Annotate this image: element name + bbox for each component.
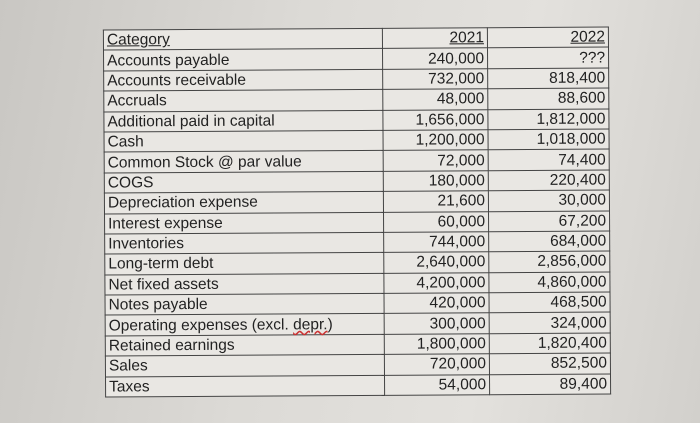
category-cell: Accounts receivable <box>104 69 383 91</box>
value-2021-cell: 420,000 <box>384 293 489 314</box>
category-cell: Cash <box>104 130 383 152</box>
value-2022-cell: 324,000 <box>489 312 610 333</box>
value-2022-cell: 1,018,000 <box>488 129 609 150</box>
value-2021-cell: 72,000 <box>383 150 488 171</box>
value-2022-cell: 67,200 <box>488 210 609 231</box>
table-row <box>106 374 611 397</box>
category-cell: Accounts payable <box>104 49 383 71</box>
category-cell: Retained earnings <box>105 334 384 356</box>
value-2022-cell: 220,400 <box>488 170 609 191</box>
value-2021-cell: 720,000 <box>384 354 489 375</box>
category-cell: Notes payable <box>105 293 384 315</box>
value-2021-cell: 240,000 <box>383 48 488 69</box>
spellcheck-underline: depr. <box>293 315 328 334</box>
value-2022-cell: 2,856,000 <box>489 251 610 272</box>
category-cell: Operating expenses (excl. depr.) <box>105 314 384 336</box>
value-2022-cell: 468,500 <box>489 292 610 313</box>
category-cell: Long-term debt <box>105 253 384 275</box>
value-2022-cell: 4,860,000 <box>489 272 610 293</box>
value-2021-cell: 180,000 <box>383 170 488 191</box>
category-cell: COGS <box>104 171 383 193</box>
value-2021-cell: 48,000 <box>383 89 488 110</box>
header-2021: 2021 <box>382 28 487 49</box>
financial-data-table <box>103 26 611 397</box>
value-2022-cell: 1,820,400 <box>489 333 610 354</box>
value-2021-cell: 1,656,000 <box>383 109 488 130</box>
category-cell: Interest expense <box>105 212 384 234</box>
value-2022-cell: 30,000 <box>488 190 609 211</box>
value-2021-cell: 744,000 <box>384 232 489 253</box>
header-2022: 2022 <box>487 27 608 48</box>
value-2022-cell: 89,400 <box>489 374 610 395</box>
value-2021-cell: 2,640,000 <box>384 252 489 273</box>
value-2021-cell: 4,200,000 <box>384 272 489 293</box>
financial-data-table-sheet <box>103 26 611 397</box>
header-category: Category <box>103 28 382 50</box>
category-cell: Depreciation expense <box>104 191 383 213</box>
value-2022-cell: 74,400 <box>488 149 609 170</box>
category-cell: Taxes <box>106 375 385 397</box>
value-2022-cell: ??? <box>488 47 609 68</box>
value-2021-cell: 300,000 <box>384 313 489 334</box>
category-cell: Sales <box>105 355 384 377</box>
category-cell: Inventories <box>105 232 384 254</box>
category-cell: Net fixed assets <box>105 273 384 295</box>
value-2021-cell: 1,200,000 <box>383 130 488 151</box>
value-2022-cell: 1,812,000 <box>488 109 609 130</box>
value-2021-cell: 1,800,000 <box>384 334 489 355</box>
value-2021-cell: 54,000 <box>384 374 489 395</box>
value-2021-cell: 60,000 <box>383 211 488 232</box>
value-2021-cell: 732,000 <box>383 68 488 89</box>
value-2022-cell: 88,600 <box>488 88 609 109</box>
value-2022-cell: 818,400 <box>488 68 609 89</box>
value-2022-cell: 684,000 <box>489 231 610 252</box>
category-cell: Accruals <box>104 90 383 112</box>
value-2022-cell: 852,500 <box>489 353 610 374</box>
category-cell: Common Stock @ par value <box>104 151 383 173</box>
value-2021-cell: 21,600 <box>383 191 488 212</box>
category-cell: Additional paid in capital <box>104 110 383 132</box>
